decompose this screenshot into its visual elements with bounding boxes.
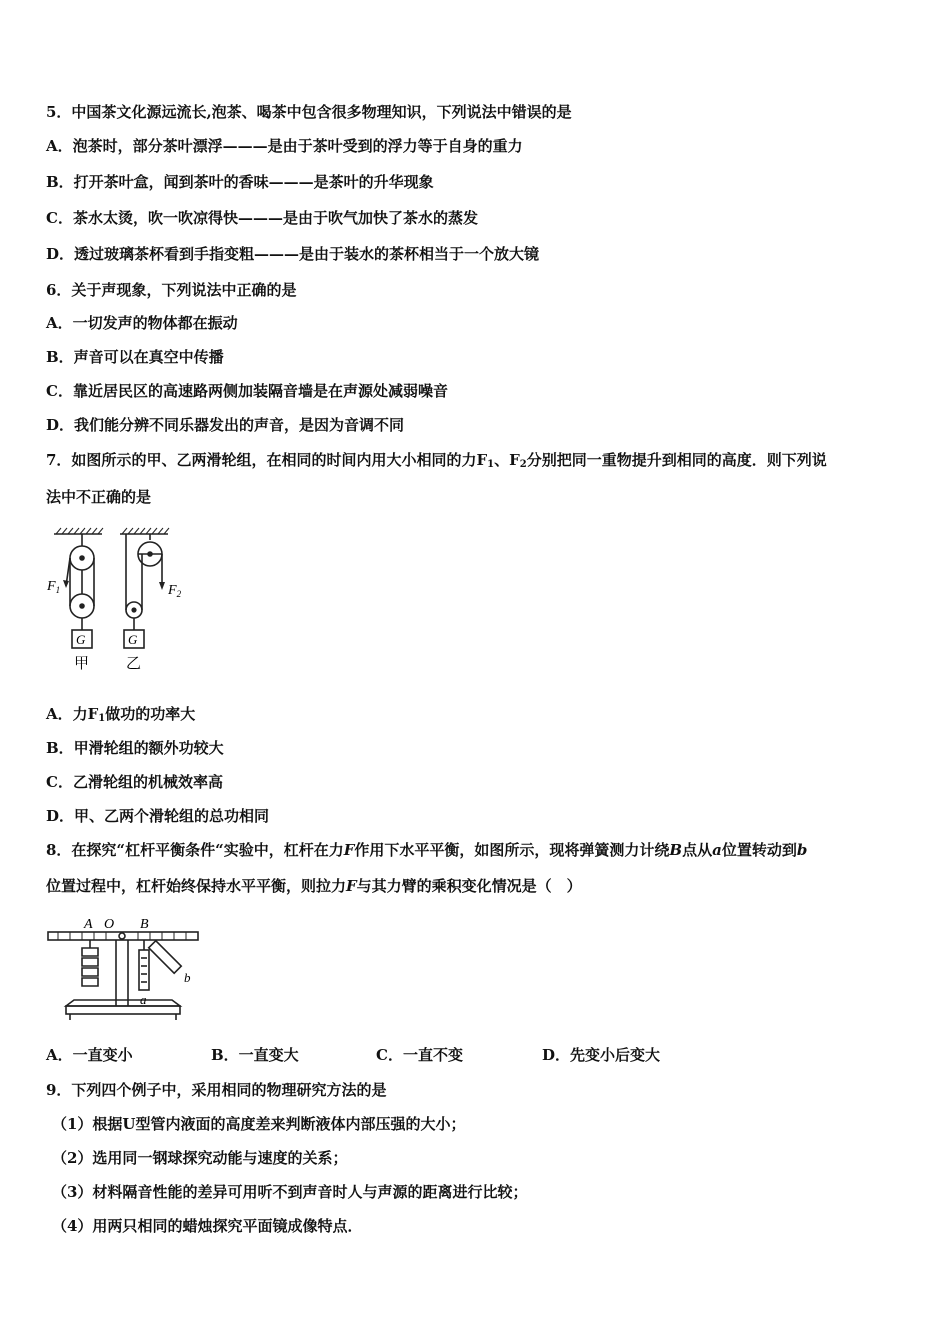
label-B: B xyxy=(140,917,149,932)
q5-option-c[interactable]: C．茶水太烫，吹一吹凉得快———是由于吹气加快了茶水的蒸发 xyxy=(46,209,478,227)
q9-item-2: （2）选用同一钢球探究动能与速度的关系； xyxy=(52,1149,348,1167)
label-b: b xyxy=(184,970,191,985)
label-A: A xyxy=(84,917,93,932)
arrow-f1-icon xyxy=(63,580,69,588)
label-O: O xyxy=(104,917,115,932)
q6-option-a[interactable]: A．一切发声的物体都在振动 xyxy=(46,314,238,332)
q8-stem-line2 xyxy=(46,876,582,896)
q8-option-d[interactable]: D．先变小后变大 xyxy=(542,1046,661,1064)
q8-symbol-f2: F xyxy=(346,877,357,895)
q7-option-a-part1: A．力F xyxy=(46,705,99,723)
q8-option-c[interactable]: C．一直不变 xyxy=(376,1046,463,1064)
label-f2: $F_2$ xyxy=(168,583,182,599)
q8-stem-line1 xyxy=(46,840,807,860)
q8-symbol-b: B xyxy=(669,841,683,859)
q9-item-1: （1）根据U型管内液面的高度差来判断液体内部压强的大小； xyxy=(52,1115,466,1133)
q5-option-a[interactable]: A．泡茶时，部分茶叶漂浮———是由于茶叶受到的浮力等于自身的重力 xyxy=(46,137,523,155)
lever-base xyxy=(66,1000,180,1006)
caption-yi: 乙 xyxy=(126,654,142,672)
label-f1: $F_1$ xyxy=(47,579,61,595)
q7-option-a-sub: 1 xyxy=(98,713,106,724)
q7-stem-part-a: 7．如图所示的甲、乙两滑轮组，在相同的时间内用大小相同的力F xyxy=(46,451,488,469)
q7-stem-part-b: 、F xyxy=(494,451,520,469)
caption-jia: 甲 xyxy=(74,654,90,672)
q8-symbol-a-lower: a xyxy=(712,841,722,859)
q5-option-d[interactable]: D．透过玻璃茶杯看到手指变粗———是由于装水的茶杯相当于一个放大镜 xyxy=(46,245,540,263)
q6-stem: 6．关于声现象，下列说法中正确的是 xyxy=(46,281,297,299)
q8-stem-line2-part-a: 位置过程中，杠杆始终保持水平平衡，则拉力 xyxy=(46,877,347,895)
q8-stem-part-c: 点从 xyxy=(682,841,713,859)
q9-item-3: （3）材料隔音性能的差异可用听不到声音时人与声源的距离进行比较； xyxy=(52,1183,528,1201)
hanging-weights xyxy=(82,948,98,986)
q7-stem xyxy=(46,450,827,475)
q7-stem-part-c: 分别把同一重物提升到相同的高度．则下列说 xyxy=(526,451,827,469)
q8-option-b[interactable]: B．一直变大 xyxy=(211,1046,299,1064)
q8-stem-part-a: 8．在探究“杠杆平衡条件“实验中，杠杆在力 xyxy=(46,841,344,859)
spring-scale-b xyxy=(149,941,182,974)
label-g-left: G xyxy=(76,632,86,647)
q8-stem-part-d: 位置转动到 xyxy=(721,841,797,859)
q9-stem: 9．下列四个例子中，采用相同的物理研究方法的是 xyxy=(46,1081,387,1099)
q9-item-4: （4）用两只相同的蜡烛探究平面镜成像特点． xyxy=(52,1217,363,1235)
q7-option-b[interactable]: B．甲滑轮组的额外功较大 xyxy=(46,739,224,757)
lever-figure xyxy=(44,910,204,1025)
q7-stem-sub2: 2 xyxy=(519,459,527,470)
q6-option-d[interactable]: D．我们能分辨不同乐器发出的声音，是因为音调不同 xyxy=(46,416,405,434)
q7-option-a[interactable] xyxy=(46,704,195,729)
q8-option-a[interactable]: A．一直变小 xyxy=(46,1046,133,1064)
q6-option-b[interactable]: B．声音可以在真空中传播 xyxy=(46,348,224,366)
label-a: a xyxy=(140,992,147,1007)
q8-stem-line2-part-b: 与其力臂的乘积变化情况是（ ） xyxy=(356,877,582,895)
pulley-figure xyxy=(44,526,194,674)
q5-option-b[interactable]: B．打开茶叶盒，闻到茶叶的香味———是茶叶的升华现象 xyxy=(46,173,434,191)
q7-stem-sub1: 1 xyxy=(487,459,495,470)
q8-symbol-b-lower: b xyxy=(796,841,808,859)
q5-stem: 5．中国茶文化源远流长,泡茶、喝茶中包含很多物理知识，下列说法中错误的是 xyxy=(46,103,572,121)
q7-option-a-part2: 做功的功率大 xyxy=(105,705,196,723)
q7-option-c[interactable]: C．乙滑轮组的机械效率高 xyxy=(46,773,223,791)
q8-stem-part-b: 作用下水平平衡，如图所示，现将弹簧测力计绕 xyxy=(354,841,670,859)
label-g-right: G xyxy=(128,632,138,647)
q7-stem-line2: 法中不正确的是 xyxy=(46,488,152,506)
q6-option-c[interactable]: C．靠近居民区的高速路两侧加装隔音墙是在声源处减弱噪音 xyxy=(46,382,448,400)
arrow-f2-icon xyxy=(159,582,165,590)
q7-option-d[interactable]: D．甲、乙两个滑轮组的总功相同 xyxy=(46,807,270,825)
spring-scale-a xyxy=(139,950,149,990)
q8-symbol-f: F xyxy=(343,841,355,859)
